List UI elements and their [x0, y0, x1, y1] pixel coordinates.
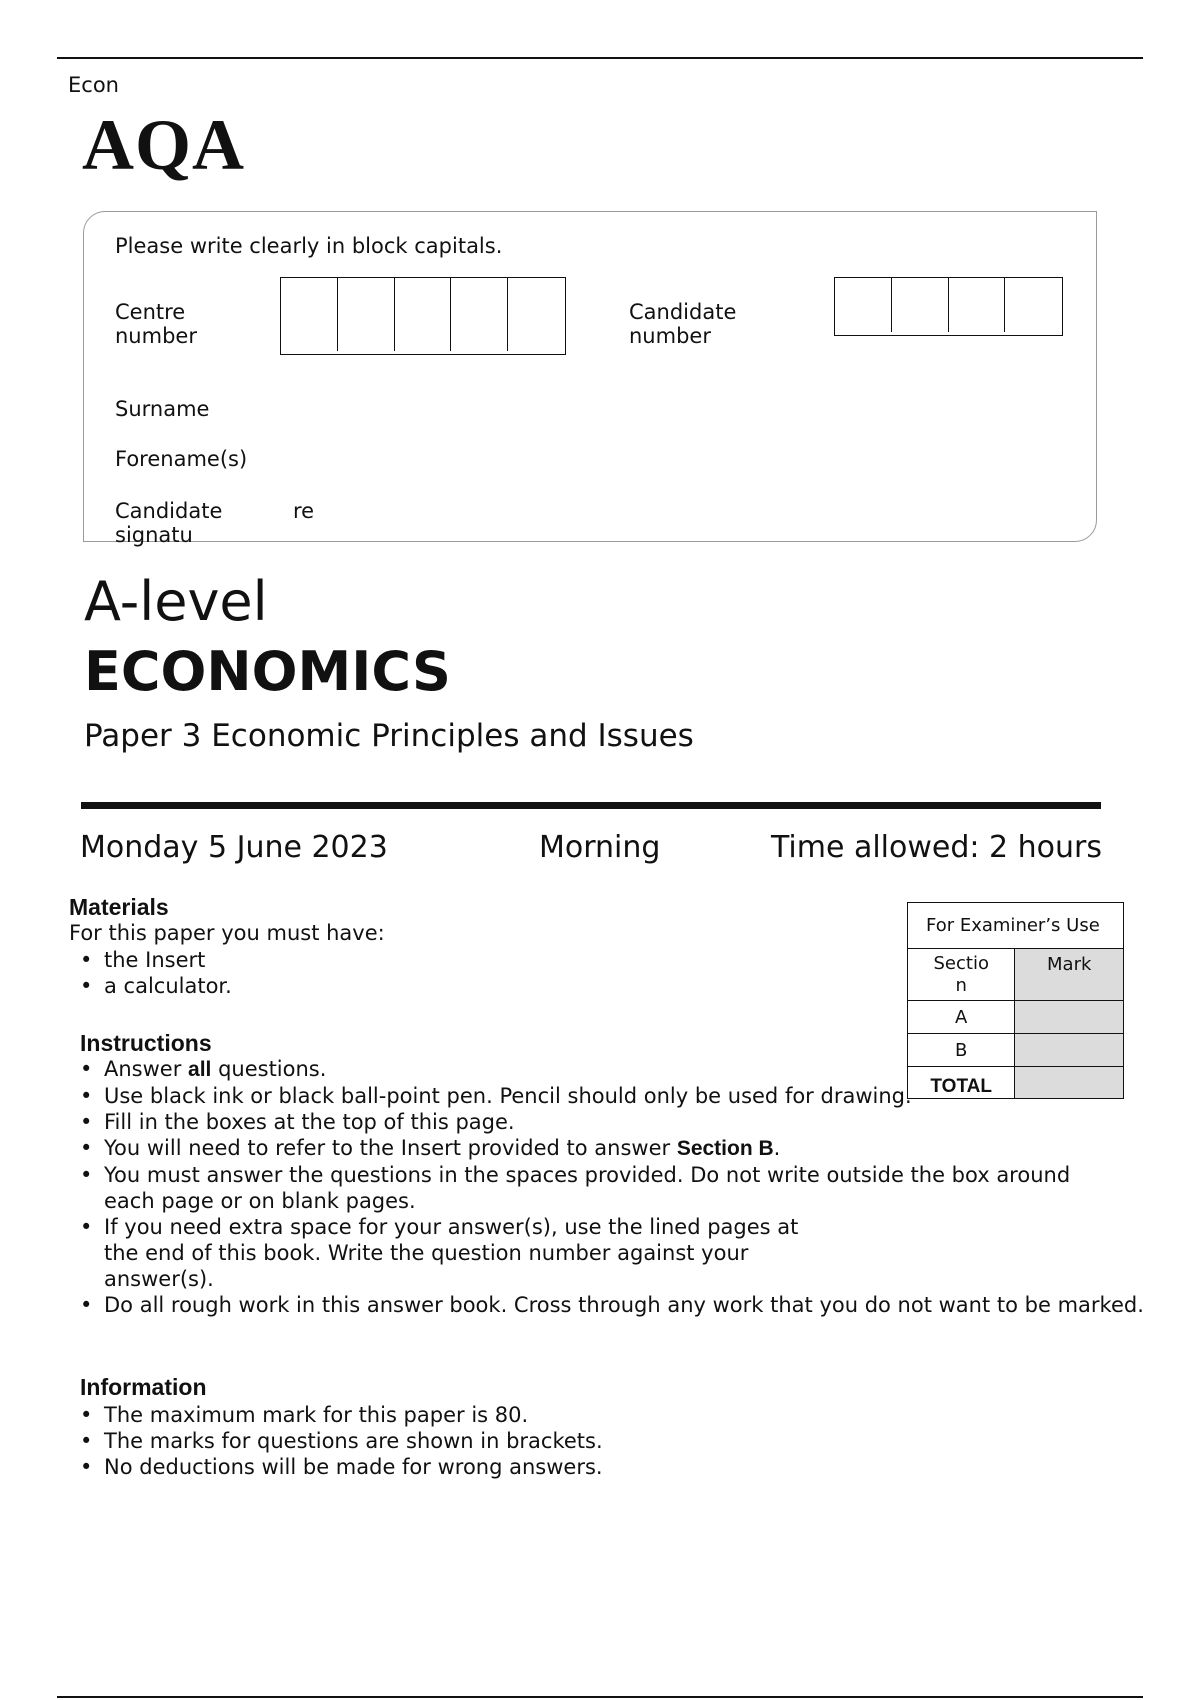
candidate-number-label: Candidate number [629, 300, 737, 348]
time-allowed: Time allowed: 2 hours [770, 830, 1102, 865]
section-a-label: A [908, 1001, 1015, 1034]
materials-list [69, 947, 232, 999]
instructions-heading: Instructions [80, 1030, 212, 1056]
header-text: Econ [68, 73, 119, 97]
section-b-label: B [908, 1034, 1015, 1067]
paper-title: Paper 3 Economic Principles and Issues [84, 718, 694, 754]
information-heading: Information [80, 1374, 207, 1400]
list-item: • You will need to refer to the Insert provided to answer Section B. [69, 1135, 1119, 1162]
candidate-digit-box[interactable] [835, 278, 892, 332]
list-item: • If you need extra space for your answer(s), use the lined pages at the end of this book. Write the question number against your answer(s). [69, 1214, 1119, 1292]
list-item: • Answer all questions. [69, 1056, 1119, 1083]
centre-digit-box[interactable] [395, 278, 452, 351]
exam-date: Monday 5 June 2023 [80, 830, 388, 865]
forenames-label: Forename(s) [115, 447, 248, 471]
centre-number-boxes[interactable] [280, 277, 566, 355]
candidate-details-box [83, 211, 1097, 542]
title-divider [81, 802, 1101, 809]
mark-column-header: Mark [1015, 949, 1124, 1001]
list-item: • The marks for questions are shown in brackets. [69, 1428, 603, 1454]
candidate-digit-box[interactable] [949, 278, 1006, 332]
exam-session: Morning [539, 830, 661, 865]
total-label: TOTAL [908, 1067, 1015, 1099]
block-capitals-instruction: Please write clearly in block capitals. [115, 234, 503, 258]
surname-label: Surname [115, 397, 210, 421]
list-item: • You must answer the questions in the spaces provided. Do not write outside the box around each page or on blank pages. [69, 1162, 1114, 1214]
centre-number-label: Centre number [115, 300, 197, 348]
qualification-level: A-level [84, 570, 268, 633]
centre-digit-box[interactable] [508, 278, 565, 351]
list-item: • The maximum mark for this paper is 80. [69, 1402, 603, 1428]
list-item: • a calculator. [69, 973, 232, 999]
candidate-number-boxes[interactable] [834, 277, 1063, 336]
examiner-use-table [907, 902, 1124, 1099]
information-list [69, 1402, 603, 1480]
centre-digit-box[interactable] [451, 278, 508, 351]
examiner-table-title: For Examiner’s Use [908, 903, 1124, 949]
signature-label-suffix: re [293, 499, 315, 523]
signature-label: Candidate signatu [115, 499, 223, 547]
materials-heading: Materials [69, 894, 169, 920]
list-item: • Use black ink or black ball-point pen. Pencil should only be used for drawing. [69, 1083, 1119, 1109]
section-column-header: Sectio n [908, 949, 1015, 1001]
section-a-mark-cell [1015, 1001, 1124, 1034]
list-item: • the Insert [69, 947, 232, 973]
subject-title: ECONOMICS [84, 640, 451, 703]
section-b-mark-cell [1015, 1034, 1124, 1067]
list-item: • Fill in the boxes at the top of this page. [69, 1109, 1119, 1135]
top-rule [57, 57, 1143, 59]
materials-intro: For this paper you must have: [69, 921, 385, 945]
centre-digit-box[interactable] [338, 278, 395, 351]
centre-digit-box[interactable] [281, 278, 338, 351]
candidate-digit-box[interactable] [892, 278, 949, 332]
bottom-rule [57, 1696, 1143, 1698]
list-item: • Do all rough work in this answer book. Cross through any work that you do not want to be marked. [69, 1292, 1164, 1318]
list-item: • No deductions will be made for wrong answers. [69, 1454, 603, 1480]
candidate-digit-box[interactable] [1005, 278, 1062, 332]
total-mark-cell [1015, 1067, 1124, 1099]
aqa-logo: AQA [82, 105, 245, 185]
